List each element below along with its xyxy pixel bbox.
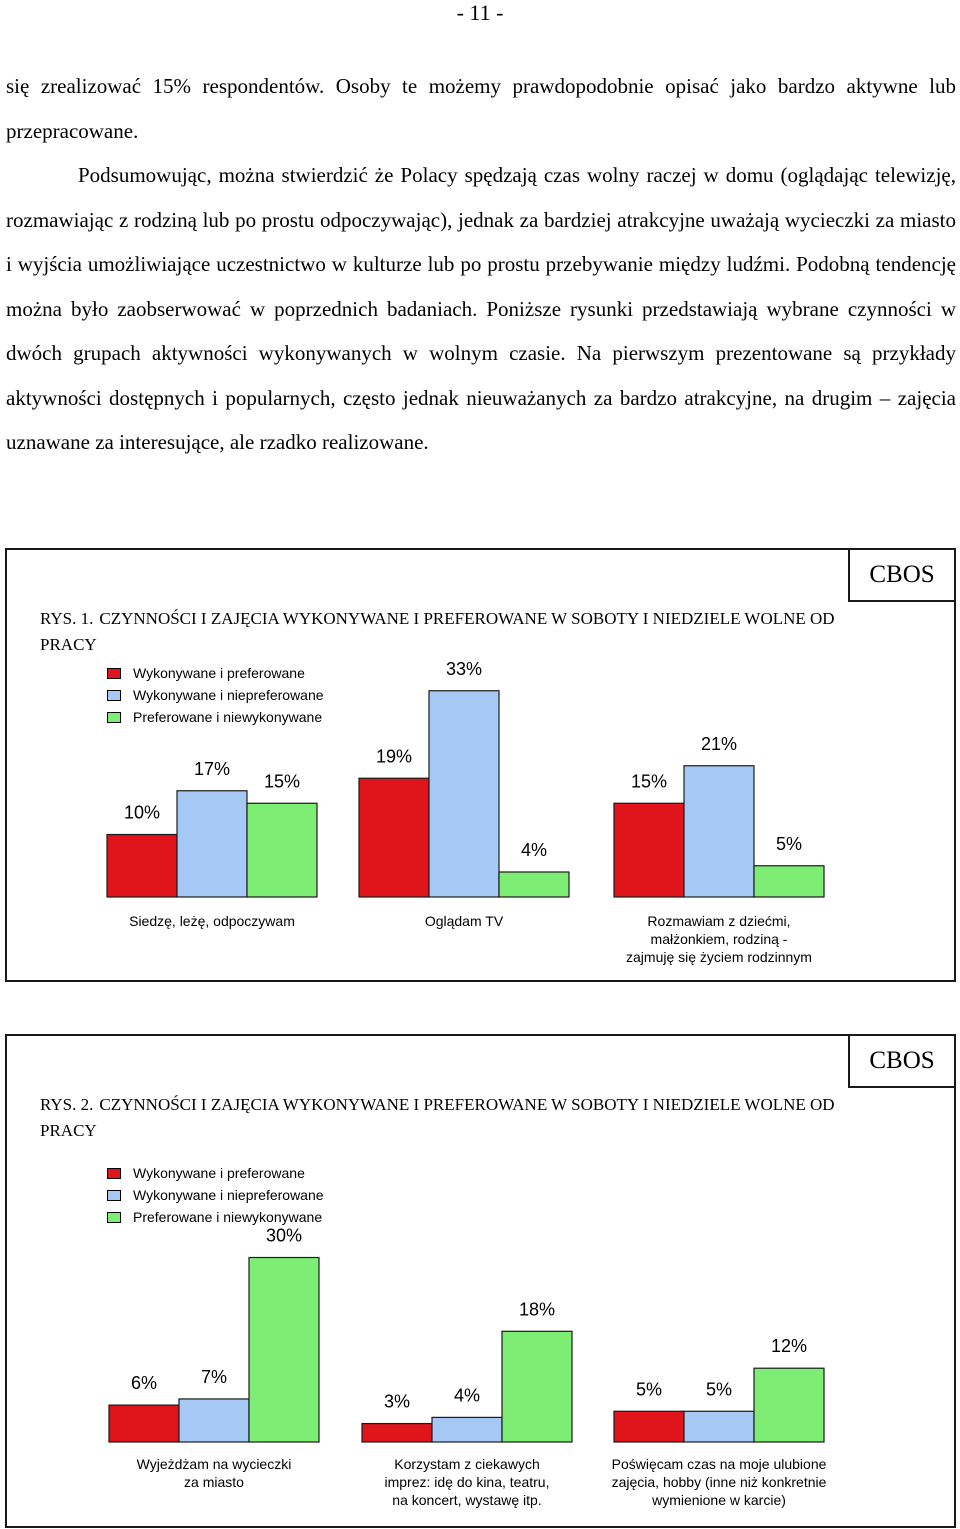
- chart-2-rys: RYS. 2.: [40, 1095, 94, 1114]
- data-label: 15%: [263, 771, 301, 792]
- category-label: małżonkiem, rodziną -: [650, 931, 788, 947]
- bar: [684, 1411, 754, 1442]
- data-label: 17%: [193, 758, 231, 779]
- bar: [249, 1258, 319, 1443]
- data-label: 15%: [630, 771, 668, 792]
- category-label: zajmuję się życiem rodzinnym: [626, 949, 812, 965]
- bar: [109, 1405, 179, 1442]
- bar: [432, 1417, 502, 1442]
- bar: [499, 872, 569, 897]
- legend-label: Wykonywane i niepreferowane: [133, 1187, 324, 1203]
- bar: [177, 791, 247, 897]
- category-label: Poświęcam czas na moje ulubione: [611, 1456, 827, 1472]
- bar: [362, 1424, 432, 1442]
- bar: [107, 835, 177, 898]
- data-label: 6%: [130, 1373, 158, 1394]
- chart-1: [5, 548, 956, 982]
- legend-label: Wykonywane i preferowane: [133, 1165, 305, 1181]
- category-label: zajęcia, hobby (inne niż konkretnie: [611, 1474, 827, 1490]
- data-label: 18%: [518, 1299, 556, 1320]
- chart-2-plot: [7, 1036, 954, 1526]
- data-label: 7%: [200, 1366, 228, 1387]
- legend-label: Wykonywane i niepreferowane: [133, 687, 324, 703]
- bar: [754, 866, 824, 897]
- data-label: 19%: [375, 746, 413, 767]
- bar: [614, 1411, 684, 1442]
- data-label: 3%: [383, 1391, 411, 1412]
- data-label: 33%: [445, 658, 483, 679]
- legend-label: Wykonywane i preferowane: [133, 665, 305, 681]
- data-label: 4%: [520, 840, 548, 860]
- chart-2-title-text: CZYNNOŚCI I ZAJĘCIA WYKONYWANE I PREFEROWANE W SOBOTY I NIEDZIELE WOLNE OD PRACY: [40, 1095, 835, 1140]
- legend-label: Preferowane i niewykonywane: [133, 709, 323, 725]
- data-label: 5%: [775, 833, 803, 854]
- chart-1-rys: RYS. 1.: [40, 609, 94, 628]
- category-label: Siedzę, leżę, odpoczywam: [129, 913, 295, 929]
- category-label: wymienione w karcie): [652, 1492, 786, 1508]
- cbos-badge: CBOS: [848, 548, 956, 602]
- data-label: 5%: [635, 1379, 663, 1400]
- bar: [754, 1368, 824, 1442]
- data-label: 4%: [453, 1385, 481, 1406]
- category-label: Oglądam TV: [424, 913, 504, 929]
- bar: [614, 803, 684, 897]
- category-label: Wyjeżdżam na wycieczki: [136, 1456, 292, 1472]
- bar: [684, 766, 754, 897]
- category-label: na koncert, wystawę itp.: [392, 1492, 542, 1508]
- category-label: za miasto: [184, 1474, 244, 1490]
- data-label: 30%: [265, 1225, 303, 1246]
- bar: [502, 1331, 572, 1442]
- data-label: 5%: [705, 1379, 733, 1400]
- chart-2: [5, 1034, 956, 1528]
- data-label: 10%: [123, 802, 161, 823]
- paragraph-1: się zrealizować 15% respondentów. Osoby te możemy prawdopodobnie opisać jako bardzo aktywne lub przepracowane.: [6, 74, 956, 143]
- category-label: imprez: idę do kina, teatru,: [384, 1474, 550, 1490]
- data-label: 12%: [770, 1336, 808, 1357]
- bar: [247, 803, 317, 897]
- chart-1-title-text: CZYNNOŚCI I ZAJĘCIA WYKONYWANE I PREFEROWANE W SOBOTY I NIEDZIELE WOLNE OD PRACY: [40, 609, 835, 654]
- bar: [179, 1399, 249, 1442]
- category-label: Rozmawiam z dziećmi,: [647, 913, 791, 929]
- data-label: 21%: [700, 733, 738, 754]
- legend-label: Preferowane i niewykonywane: [133, 1209, 323, 1225]
- bar: [359, 778, 429, 897]
- chart-1-plot: [7, 550, 954, 980]
- cbos-badge: CBOS: [848, 1034, 956, 1088]
- paragraph-2-text: Podsumowując, można stwierdzić że Polacy spędzają czas wolny raczej w domu (oglądając telewizję, rozmawiając z rodziną lub po prostu odpoczywając), jednak za bardziej atrakcyjne uważają wycieczki za miasto i wyjścia umożliwiające uczestnictwo w kulturze lub po prostu przebywanie między ludźmi. Podobną tendencję można było zaobserwować w poprzednich badaniach. Poniższe rysunki przedstawiają wybrane czynności w dwóch grupach aktywności wykonywanych w wolnym czasie. Na pierwszym prezentowane są przykłady aktywności dostępnych i popularnych, często jednak nieuważanych za bardzo atrakcyjne, na drugim – zajęcia uznawane za interesujące, ale rzadko realizowane.: [6, 163, 956, 454]
- bar: [429, 691, 499, 897]
- page-number: - 11 -: [456, 0, 504, 25]
- category-label: Korzystam z ciekawych: [394, 1456, 540, 1472]
- paragraph-2: [6, 153, 956, 465]
